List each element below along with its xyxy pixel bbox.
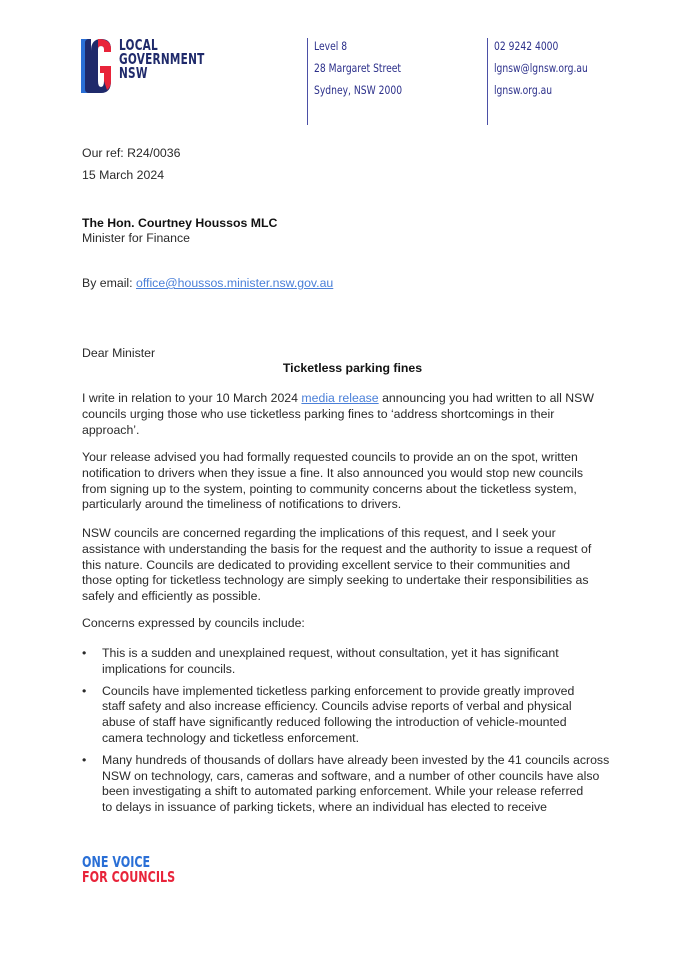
paragraph-line: notification to drivers when they issue a fine. It also announced you would stop new councils [82,465,584,480]
lgnsw-logo-mark [81,37,113,95]
list-item-line: Many hundreds of thousands of dollars have already been invested by the 41 councils across [102,752,610,767]
footer-tagline [82,855,175,885]
contact-email: lgnsw@lgnsw.org.au [494,61,588,75]
paragraph-line: particularly around the timeliness of notifications to drivers. [82,497,402,512]
email-label: By email: [82,276,136,290]
contact-website: lgnsw.org.au [494,83,553,97]
concerns-intro: Concerns expressed by councils include: [82,616,305,630]
tagline-line-one-voice: ONE VOICE [82,853,151,871]
paragraph-line: this nature. Councils are dedicated to providing excellent service to their communities and [82,557,571,572]
tagline-line-for-councils: FOR COUNCILS [82,868,176,886]
list-item-line: Councils have implemented ticketless parking enforcement to provide greatly improved [102,683,575,698]
logo-line-local: LOCAL [119,36,158,54]
paragraph-line: councils urging those who use ticketless parking fines to ‘address shortcomings in their [82,406,555,421]
paragraph-line: those opting for ticketless technology are simply seeking to undertake their responsibilities as [82,573,589,588]
recipient-title: Minister for Finance [82,231,190,245]
paragraph-line: assistance with understanding the basis for the request and the authority to issue a request of [82,541,592,556]
list-item-line: staff safety and also increase efficiency. Councils advise reports of verbal and physical [102,699,572,714]
logo-line-nsw: NSW [119,64,148,82]
paragraph-line: approach’. [82,422,140,437]
logo-g-icon [81,37,113,95]
email-line [82,276,333,292]
text-run: announcing you had written to all NSW [378,391,594,405]
text-run: I write in relation to your 10 March 2024 [82,391,302,405]
phone-number: 02 9242 4000 [494,39,559,53]
paragraph-line: from signing up to the system, pointing to community concerns about the ticketless system, [82,481,577,496]
media-release-link[interactable]: media release [301,391,379,405]
recipient-name: The Hon. Courtney Houssos MLC [82,216,278,230]
list-item-line: been investigating a shift to automated parking enforcement. While your release referred [102,784,584,799]
bullet-icon: • [82,683,87,698]
list-item [82,646,602,678]
contact-block [487,38,611,125]
paragraph-line: NSW councils are concerned regarding the implications of this request, and I seek your [82,526,556,540]
subject-text: Ticketless parking fines [282,361,423,375]
paragraph-line: safely and efficiently as possible. [82,589,261,604]
list-item-line: NSW on technology, cars, cameras and software, and a number of other councils have also [102,768,600,783]
reference-number: Our ref: R24/0036 [82,146,181,160]
bullet-icon: • [82,752,87,767]
paragraph-line [82,391,602,407]
list-item [82,752,610,816]
paragraph-line: Your release advised you had formally requested councils to provide an on the spot, written [82,450,578,464]
address-line: Level 8 [314,39,348,53]
address-block [307,38,424,125]
paragraph-intro [82,391,602,438]
list-item-line: to delays in issuance of parking tickets, where an individual has elected to receive [102,800,547,815]
recipient-email-link[interactable]: office@houssos.minister.nsw.gov.au [136,276,334,290]
salutation: Dear Minister [82,346,156,360]
list-item-line: camera technology and ticketless enforcement. [102,730,360,745]
paragraph-concerns [82,526,602,605]
bullet-icon: • [82,646,87,660]
letter-date: 15 March 2024 [82,168,165,182]
list-item-line: abuse of staff have significantly reduced following the introduction of vehicle-mounted [102,715,567,730]
list-item-line: implications for councils. [102,661,236,676]
address-line: Sydney, NSW 2000 [314,83,403,97]
letter-subject [0,361,675,377]
lgnsw-logo-wordmark [119,38,205,80]
address-line: 28 Margaret Street [314,61,402,75]
logo-line-government: GOVERNMENT [119,50,205,68]
list-item-line: This is a sudden and unexplained request, without consultation, yet it has significant [102,646,559,660]
paragraph-release [82,450,602,513]
concerns-list [82,646,610,822]
list-item [82,684,602,747]
